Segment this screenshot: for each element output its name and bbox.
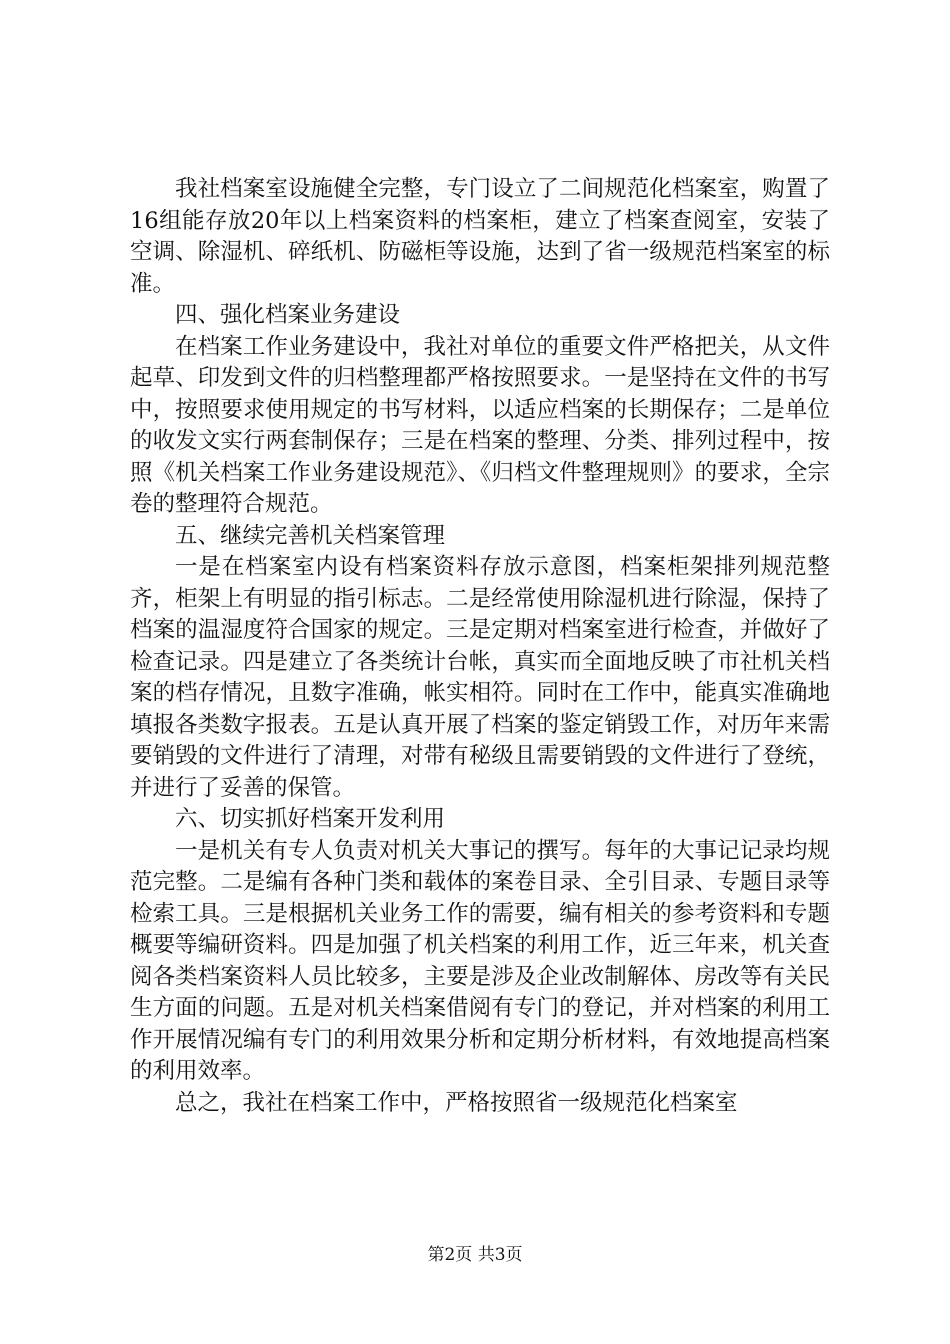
- section-heading-4: 四、强化档案业务建设: [175, 302, 401, 328]
- document-body: [130, 174, 830, 1119]
- paragraph-business-construction: 在档案工作业务建设中，我社对单位的重要文件严格把关，从文件起草、印发到文件的归档整理都严格按照要求。一是坚持在文件的书写中，按照要求使用规定的书写材料，以适应档案的长期保存；二是单位的收发文实行两套制保存；三是在档案的整理、分类、排列过程中，按照《机关档案工作业务建设规范》、《归档文件整理规则》的要求，全宗卷的整理符合规范。: [130, 333, 830, 517]
- paragraph-summary: 总之，我社在档案工作中，严格按照省一级规范化档案室: [175, 1089, 738, 1116]
- page-footer: 第2页 共3页: [427, 1245, 523, 1265]
- section-heading-6: 六、切实抓好档案开发利用: [175, 806, 446, 832]
- paragraph-archive-management: 一是在档案室内设有档案资料存放示意图，档案柜架排列规范整齐，柜架上有明显的指引标志。二是经常使用除湿机进行除湿，保持了档案的温湿度符合国家的规定。三是定期对档案室进行检查，并做好了检查记录。四是建立了各类统计台帐，真实而全面地反映了市社机关档案的档存情况，且数字准确，帐实相符。同时在工作中，能真实准确地填报各类数字报表。五是认真开展了档案的鉴定销毁工作，对历年来需要销毁的文件进行了清理，对带有秘级且需要销毁的文件进行了登统，并进行了妥善的保管。: [130, 554, 830, 801]
- section-heading-5: 五、继续完善机关档案管理: [175, 522, 446, 549]
- paragraph-development-utilization: 一是机关有专人负责对机关大事记的撰写。每年的大事记记录均规范完整。二是编有各种门类和载体的案卷目录、全引目录、专题目录等检索工具。三是根据机关业务工作的需要，编有相关的参考资料和专题概要等编研资料。四是加强了机关档案的利用工作，近三年来，机关查阅各类档案资料人员比较多，主要是涉及企业改制解体、房改等有关民生方面的问题。五是对机关档案借阅有专门的登记，并对档案的利用工作开展情况编有专门的利用效果分析和定期分析材料，有效地提高档案的利用效率。: [130, 837, 830, 1084]
- paragraph-facilities: 我社档案室设施健全完整，专门设立了二间规范化档案室，购置了16组能存放20年以上档案资料的档案柜，建立了档案查阅室，安装了空调、除湿机、碎纸机、防磁柜等设施，达到了省一级规范档案室的标准。: [130, 176, 830, 297]
